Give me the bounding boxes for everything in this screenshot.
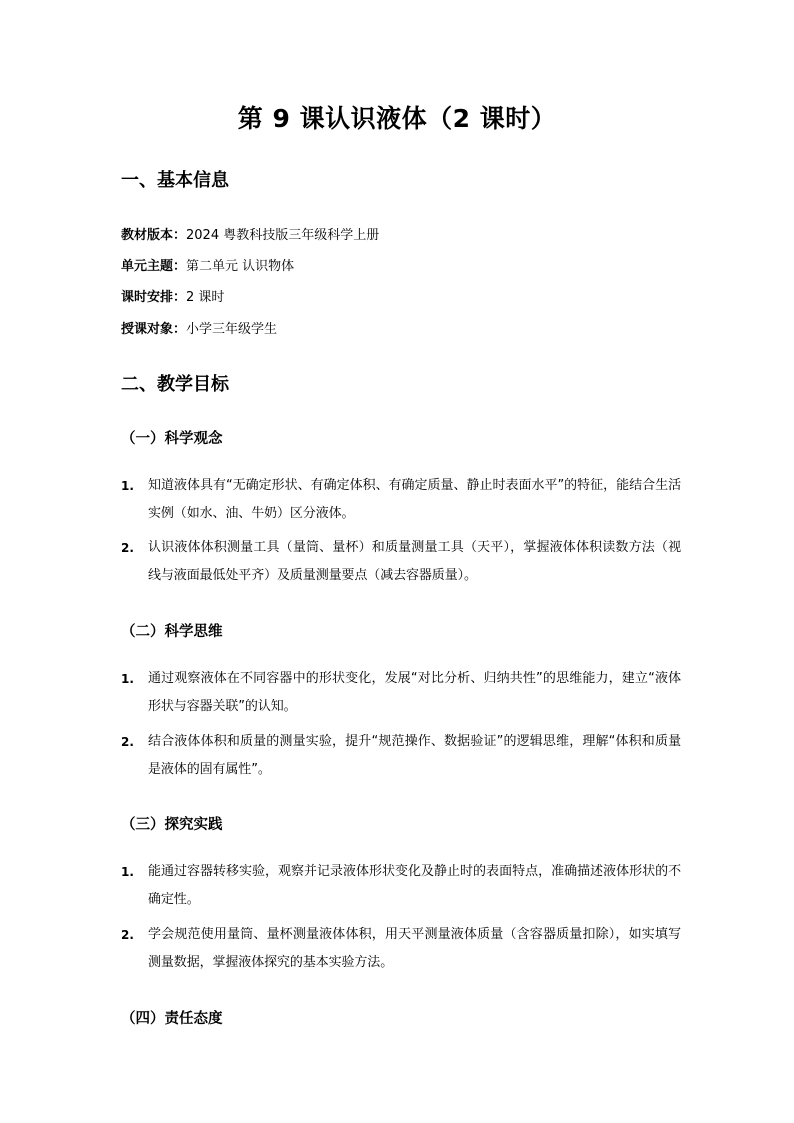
info-textbook (121, 224, 379, 243)
section-heading-teaching-goals: 二、教学目标 (121, 374, 229, 395)
subsection-heading-inquiry-practice: （三）探究实践 (121, 817, 223, 833)
list-item (121, 665, 681, 721)
info-value: 2024 粤教科技版三年级科学上册 (186, 228, 380, 243)
info-label: 单元主题： (121, 259, 187, 274)
list-item-text: 认识液体体积测量工具（量筒、量杯）和质量测量工具（天平），掌握液体体积读数方法（视线与液面最低处平齐）及质量测量要点（减去容器质量）。 (148, 540, 681, 583)
info-label: 教材版本： (121, 228, 187, 243)
list-item (121, 728, 681, 784)
list-item-number: 1. (121, 479, 134, 493)
list-item-text: 能通过容器转移实验，观察并记录液体形状变化及静止时的表面特点，准确描述液体形状的不确定性。 (148, 864, 681, 907)
list-item (121, 921, 681, 977)
info-label: 授课对象： (121, 322, 187, 337)
info-schedule (121, 286, 224, 305)
list-item-number: 1. (121, 672, 134, 686)
list-item (121, 534, 681, 590)
info-value: 小学三年级学生 (186, 322, 278, 337)
section-heading-basic-info: 一、基本信息 (121, 170, 229, 191)
list-item (121, 472, 681, 528)
list-item-number: 2. (121, 735, 134, 749)
list-item-text: 学会规范使用量筒、量杯测量液体体积，用天平测量液体质量（含容器质量扣除），如实填写测量数据，掌握液体探究的基本实验方法。 (148, 927, 681, 970)
info-label: 课时安排： (121, 290, 187, 305)
page-title: 第 9 课认识液体（2 课时） (237, 104, 557, 133)
list-item-number: 1. (121, 865, 134, 879)
list-item-number: 2. (121, 928, 134, 942)
info-value: 第二单元 认识物体 (186, 259, 295, 274)
subsection-heading-science-thinking: （二）科学思维 (121, 624, 223, 640)
subsection-heading-science-concept: （一）科学观念 (121, 431, 223, 447)
list-item-text: 结合液体体积和质量的测量实验，提升“规范操作、数据验证”的逻辑思维，理解“体积和质量是液体的固有属性”。 (148, 734, 681, 777)
subsection-heading-responsibility: （四）责任态度 (121, 1011, 223, 1027)
list-item-number: 2. (121, 541, 134, 555)
info-unit (121, 255, 294, 274)
list-item-text: 通过观察液体在不同容器中的形状变化，发展“对比分析、归纳共性”的思维能力，建立“液体形状与容器关联”的认知。 (148, 671, 681, 714)
info-value: 2 课时 (186, 290, 225, 305)
list-item (121, 858, 681, 914)
info-audience (121, 318, 277, 337)
list-item-text: 知道液体具有“无确定形状、有确定体积、有确定质量、静止时表面水平”的特征，能结合生活实例（如水、油、牛奶）区分液体。 (148, 478, 681, 521)
